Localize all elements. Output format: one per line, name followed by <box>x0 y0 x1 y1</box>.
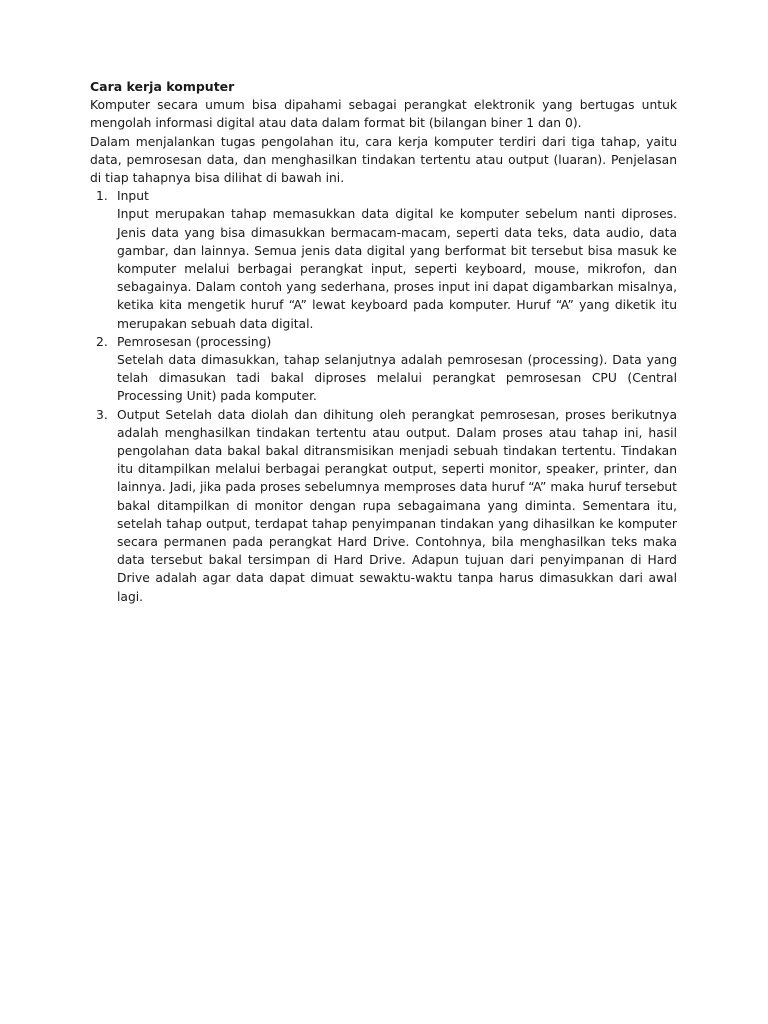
list-item-body: Setelah data dimasukkan, tahap selanjutnya adalah pemrosesan (processing). Data yang telah dimasukan tadi bakal diproses melalui perangkat pemrosesan CPU (Central Processing Unit) pada komputer. <box>117 353 677 404</box>
list-item-body: Input merupakan tahap memasukkan data digital ke komputer sebelum nanti diproses. Jenis data yang bisa dimasukkan bermacam-macam, seperti data teks, data audio, data gambar, dan lainnya. Semua jenis data digital yang berformat bit tersebut bisa masuk ke komputer melalui berbagai perangkat input, seperti keyboard, mouse, mikrofon, dan sebagainya. Dalam contoh yang sederhana, proses input ini dapat digambarkan misalnya, ketika kita mengetik huruf “A” lewat keyboard pada komputer. Huruf “A” yang diketik itu merupakan sebuah data digital. <box>117 207 677 331</box>
list-number: 2. <box>96 334 108 349</box>
list-item-output <box>90 406 677 606</box>
steps-list <box>90 187 677 606</box>
intro-paragraph-1: Komputer secara umum bisa dipahami sebagai perangkat elektronik yang bertugas untuk mengolah informasi digital atau data dalam format bit (bilangan biner 1 dan 0). <box>90 98 677 131</box>
list-item-heading: Pemrosesan (processing) <box>117 334 272 349</box>
list-item-processing <box>90 333 677 406</box>
list-item-heading: Input <box>117 189 149 204</box>
list-number: 1. <box>96 189 108 204</box>
intro-paragraph-2: Dalam menjalankan tugas pengolahan itu, cara kerja komputer terdiri dari tiga tahap, yaitu data, pemrosesan data, dan menghasilkan tindakan tertentu atau output (luaran). Penjelasan di tiap tahapnya bisa dilihat di bawah ini. <box>90 134 677 186</box>
list-item-input <box>90 187 677 333</box>
list-number: 3. <box>96 407 108 422</box>
document-page <box>90 78 677 606</box>
document-title: Cara kerja komputer <box>90 79 235 94</box>
list-item-body: Output Setelah data diolah dan dihitung oleh perangkat pemrosesan, proses berikutnya adalah menghasilkan tindakan tertentu atau output. Dalam proses atau tahap ini, hasil pengolahan data bakal bakal ditransmisikan menjadi sebuah tindakan tertentu. Tindakan itu ditampilkan melalui berbagai perangkat output, seperti monitor, speaker, printer, dan lainnya. Jadi, jika pada proses sebelumnya memproses data huruf “A” maka huruf tersebut bakal ditampilkan di monitor dengan rupa sebagaimana yang diminta. Sementara itu, setelah tahap output, terdapat tahap penyimpanan tindakan yang dihasilkan ke komputer secara permanen pada perangkat Hard Drive. Contohnya, bila menghasilkan teks maka data tersebut bakal tersimpan di Hard Drive. Adapun tujuan dari penyimpanan di Hard Drive adalah agar data dapat dimuat sewaktu-waktu tanpa harus dimasukkan dari awal lagi. <box>117 407 677 604</box>
